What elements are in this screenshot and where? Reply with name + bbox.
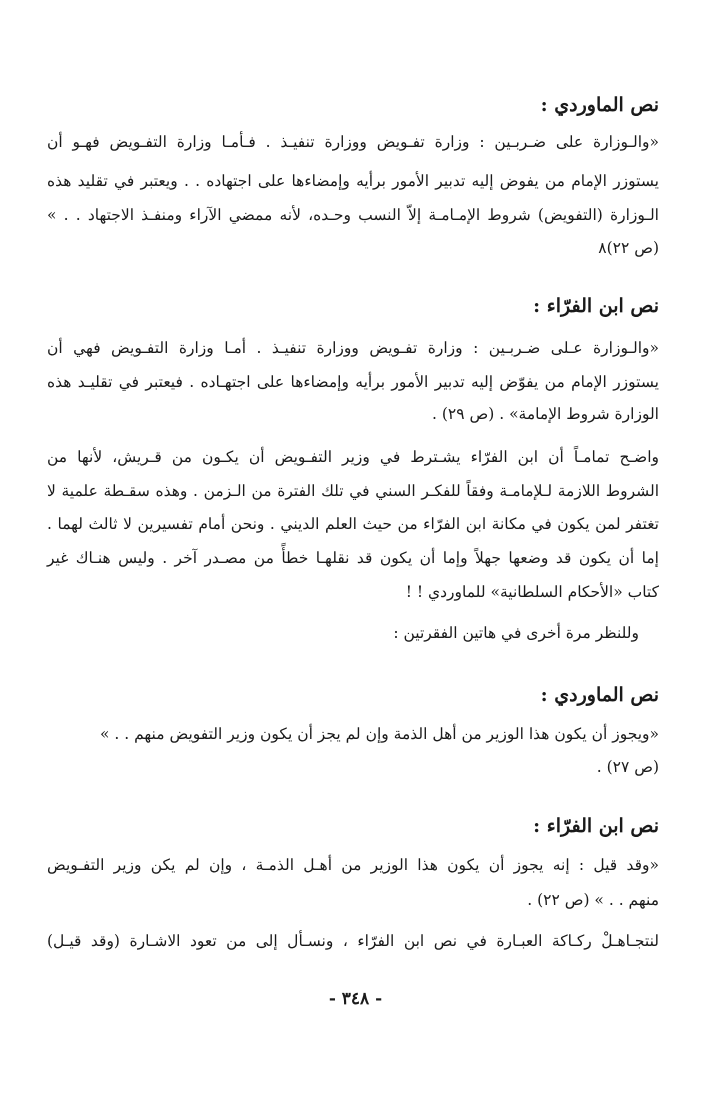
quote-line: يستوزر الإمام من يفوض إليه تدبير الأمور برأيه وإمضاءها على اجتهاده . . ويعتبر في تقليد هذه (47, 172, 659, 190)
page-number: - ٣٤٨ - (328, 989, 383, 1009)
quote-line: الـوزارة (التفويض) شروط الإمـامـة إلاّ النسب وحـده، لأنه ممضي الآراء ومنفـذ الاجتهاد . . » (47, 206, 659, 224)
paragraph-line: لنتجـاهـلْ ركـاكة العبـارة في نص ابن الفرّاء ، ونسـأل إلى من تعود الاشـارة (وقد قيـل) (47, 932, 659, 950)
quote-line: «وقد قيل : إنه يجوز أن يكون هذا الوزير من أهـل الذمـة ، وإن لم يكن وزير التفـويض (47, 856, 659, 874)
quote-line: منهم . . » (ص ٢٢) . (527, 891, 659, 909)
section-heading-mawardi: نص الماوردي : (540, 684, 659, 706)
paragraph-line: وللنظر مرة أخرى في هاتين الفقرتين : (393, 624, 639, 642)
quote-line: «والـوزارة على ضـربـين : وزارة تفـويض ووزارة تنفيـذ . فـأمـا وزارة التفـويض فهـو أن (47, 133, 659, 151)
section-heading-mawardi: نص الماوردي : (540, 94, 659, 116)
paragraph-line: كتاب «الأحكام السلطانية» للماوردي ! ! (405, 583, 659, 601)
paragraph-line: تغتفر لمن يكون في مكانة ابن الفرّاء من حيث العلم الديني . ونحن أمام تفسيرين لا ثالث لهما . (47, 515, 659, 533)
paragraph-line: إما أن يكون قد وضعها جهلاً وإما أن يكون قد نقلهـا خطأً من مصـدر آخر . وليس هنـاك غير (47, 549, 659, 567)
quote-line: «ويجوز أن يكون هذا الوزير من أهل الذمة وإن لم يجز أن يكون وزير التفويض منهم . . » (99, 725, 659, 743)
citation: (ص ٢٧) . (596, 758, 659, 776)
paragraph-line: واضـح تمامـاً أن ابن الفرّاء يشـترط في وزير التفـويض أن يكـون من قـريش، لأنها من (47, 448, 659, 466)
paragraph-line: الشروط اللازمة لـلإمامـة وفقاً للفكـر السني في تلك الفترة من الـزمن . وهذه سقـطة علمية لا (47, 482, 659, 500)
quote-line: الوزارة شروط الإمامة» . (ص ٢٩) . (432, 405, 659, 423)
quote-line: يستوزر الإمام من يفوّض إليه تدبير الأمور برأيه وإمضاءها على اجتهـاده . فيعتبر في تقليـد هذه (47, 373, 659, 391)
section-heading-ibn-farra: نص ابن الفرّاء : (533, 815, 659, 837)
citation: (ص ٢٢)٨ (598, 239, 659, 257)
quote-line: «والـوزارة عـلى ضـربـين : وزارة تفـويض ووزارة تنفيـذ . أمـا وزارة التفـويض فهي أن (47, 339, 659, 357)
section-heading-ibn-farra: نص ابن الفرّاء : (533, 295, 659, 317)
